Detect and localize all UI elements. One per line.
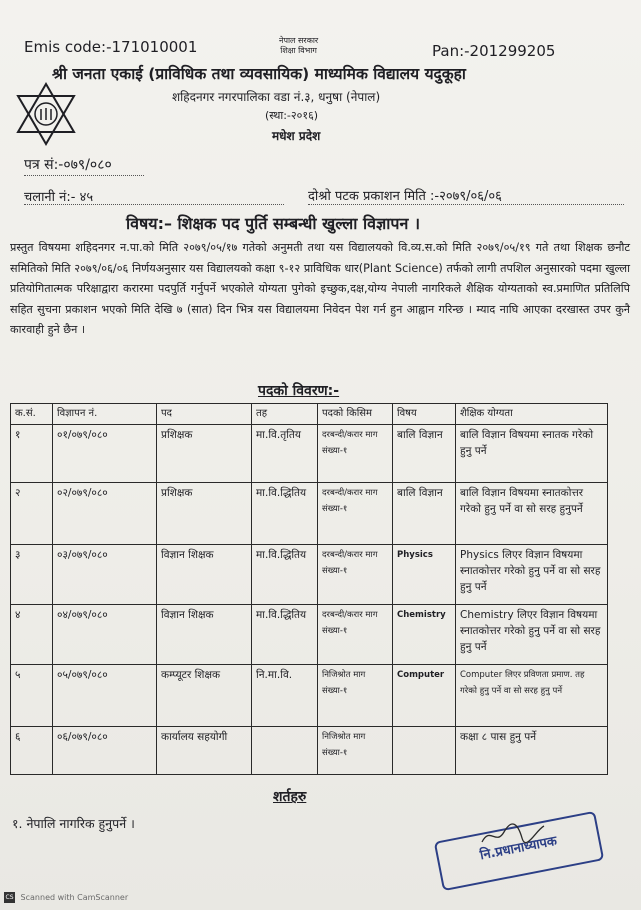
dispatch-underline	[24, 204, 284, 205]
official-stamp: नि.प्रधानाध्यापक	[434, 811, 605, 891]
cell-subject	[393, 727, 456, 775]
school-emblem-icon	[14, 82, 78, 146]
cell-post: कार्यालय सहयोगी	[157, 727, 252, 775]
scanner-watermark	[4, 892, 128, 903]
cell-post: प्रशिक्षक	[157, 425, 252, 483]
cell-level: नि.मा.वि.	[252, 665, 318, 727]
cell-subject: Computer	[393, 665, 456, 727]
established-year: (स्था:-२०१६)	[265, 109, 319, 122]
cell-post: विज्ञान शिक्षक	[157, 545, 252, 605]
signature-icon	[478, 820, 548, 850]
school-address: शहिदनगर नगरपालिका वडा नं.३, धनुषा (नेपाल)	[172, 90, 381, 104]
publish-date: दोश्रो पटक प्रकाशन मिति :-२०७९/०६/०६	[308, 189, 502, 204]
cell-sn: ६	[11, 727, 53, 775]
table-row	[11, 545, 608, 605]
cell-post-type: दरबन्दी/करार माग संख्या-१	[318, 425, 393, 483]
cell-sn: २	[11, 483, 53, 545]
cell-adv-no: ०६/०७९/०८०	[53, 727, 157, 775]
cell-subject: Chemistry	[393, 605, 456, 665]
header-level: तह	[252, 404, 318, 425]
cell-subject: Physics	[393, 545, 456, 605]
cell-post: विज्ञान शिक्षक	[157, 605, 252, 665]
cell-sn: ३	[11, 545, 53, 605]
government-label	[279, 36, 318, 56]
cell-subject: बालि विज्ञान	[393, 425, 456, 483]
ref-underline	[24, 175, 144, 176]
cell-qualification: Physics लिएर विज्ञान विषयमा स्नातकोत्तर गरेको हुनु पर्ने वा सो सरह हुनु पर्ने	[456, 545, 608, 605]
school-name: श्री जनता एकाई (प्राविधिक तथा व्यवसायिक) माध्यमिक विद्यालय यदुकूहा	[52, 65, 466, 83]
table-row	[11, 425, 608, 483]
scanner-text: Scanned with CamScanner	[20, 893, 129, 902]
table-row	[11, 483, 608, 545]
header-sn: क.सं.	[11, 404, 53, 425]
condition-item: १. नेपालि नागरिक हुनुपर्ने ।	[12, 816, 135, 831]
cell-level: मा.वि.तृतिय	[252, 425, 318, 483]
header-adv-no: विज्ञापन नं.	[53, 404, 157, 425]
gov-line-2: शिक्षा विभाग	[280, 46, 317, 55]
cell-post: प्रशिक्षक	[157, 483, 252, 545]
table-row	[11, 665, 608, 727]
subject-line: विषय:– शिक्षक पद पुर्ति सम्बन्धी खुल्ला विज्ञापन ।	[126, 214, 421, 233]
cell-adv-no: ०५/०७९/०८०	[53, 665, 157, 727]
table-row	[11, 605, 608, 665]
notice-body: प्रस्तुत विषयमा शहिदनगर न.पा.को मिति २०७९/०५/१७ गतेको अनुमती तथा यस विद्यालयको वि.व्य.स.को मिति २०७९/०५/१९ गते तथा शिक्षक छनौट समितिको मिति २०७९/०६/०६ निर्णयअनुसार यस विद्यालयको कक्षा ९-१२ प्राविधिक धार(Plant Science) तर्फको लागी तपशिल अनुसारको पदमा खुल्ला प्रतियोगितात्मक परिक्षाद्वारा करारमा पदपुर्ति गर्नुपर्ने भएकोले योग्यता पुगेको इच्छुक,दक्ष,योग्य नेपाली नागरिकले शैक्षिक योग्यताको स्व.प्रमाणित प्रतिलिपि सहित सुचना प्रकाशन भएको मिति देखि ७ (सात) दिन भित्र यस विद्यालयमा निवेदन पेश गर्न हुन आह्वान गरिन्छ । म्याद नाघि आएका दरखास्त उपर कुनै कारवाही हुने छैन ।	[10, 241, 630, 336]
gov-line-1: नेपाल सरकार	[279, 36, 319, 45]
cell-adv-no: ०४/०७९/०८०	[53, 605, 157, 665]
cell-subject: बालि विज्ञान	[393, 483, 456, 545]
camscanner-logo-icon: CS	[5, 894, 14, 901]
cell-post-type: दरबन्दी/करार माग संख्या-१	[318, 545, 393, 605]
cell-level: मा.वि.द्धितिय	[252, 605, 318, 665]
province: मधेश प्रदेश	[272, 129, 321, 143]
cell-qualification: बालि विज्ञान विषयमा स्नातकोत्तर गरेको हुनु पर्ने वा सो सरह हुनुपर्ने	[456, 483, 608, 545]
cell-sn: ५	[11, 665, 53, 727]
table-header-row	[11, 404, 608, 425]
cell-qualification: Computer लिएर प्रविणता प्रमाण. तह गरेको हुनु पर्ने वा सो सरह हुनु पर्ने	[456, 665, 608, 727]
dispatch-number: चलानी नं:- ४५	[24, 190, 94, 205]
cell-adv-no: ०१/०७९/०८०	[53, 425, 157, 483]
cell-adv-no: ०३/०७९/०८०	[53, 545, 157, 605]
header-post-type: पदको किसिम	[318, 404, 393, 425]
cell-post-type: दरबन्दी/करार माग संख्या-१	[318, 605, 393, 665]
posts-table	[10, 403, 608, 775]
header-post: पद	[157, 404, 252, 425]
table-row	[11, 727, 608, 775]
cell-qualification: कक्षा ८ पास हुनु पर्ने	[456, 727, 608, 775]
cell-post-type: निजिश्रोत माग संख्या-१	[318, 665, 393, 727]
cell-post: कम्प्यूटर शिक्षक	[157, 665, 252, 727]
cell-level	[252, 727, 318, 775]
cell-qualification: Chemistry लिएर विज्ञान विषयमा स्नातकोत्तर गरेको हुनु पर्ने वा सो सरह हुनु पर्ने	[456, 605, 608, 665]
pan-number: Pan:-201299205	[432, 42, 556, 60]
cell-post-type: निजिश्रोत माग संख्या-१	[318, 727, 393, 775]
conditions-title: शर्तहरु	[273, 789, 307, 805]
cell-level: मा.वि.द्धितिय	[252, 545, 318, 605]
cell-adv-no: ०२/०७९/०८०	[53, 483, 157, 545]
header-subject: विषय	[393, 404, 456, 425]
cell-post-type: दरबन्दी/करार माग संख्या-१	[318, 483, 393, 545]
emis-code: Emis code:-171010001	[24, 38, 198, 56]
cell-qualification: बालि विज्ञान विषयमा स्नातक गरेको हुनु पर्ने	[456, 425, 608, 483]
cell-sn: १	[11, 425, 53, 483]
table-title: पदको विवरण:-	[258, 383, 340, 399]
header-qualification: शैक्षिक योग्यता	[456, 404, 608, 425]
cell-sn: ४	[11, 605, 53, 665]
cell-level: मा.वि.द्धितिय	[252, 483, 318, 545]
reference-number: पत्र सं:-०७९/०८०	[24, 157, 112, 173]
date-underline	[308, 204, 624, 205]
